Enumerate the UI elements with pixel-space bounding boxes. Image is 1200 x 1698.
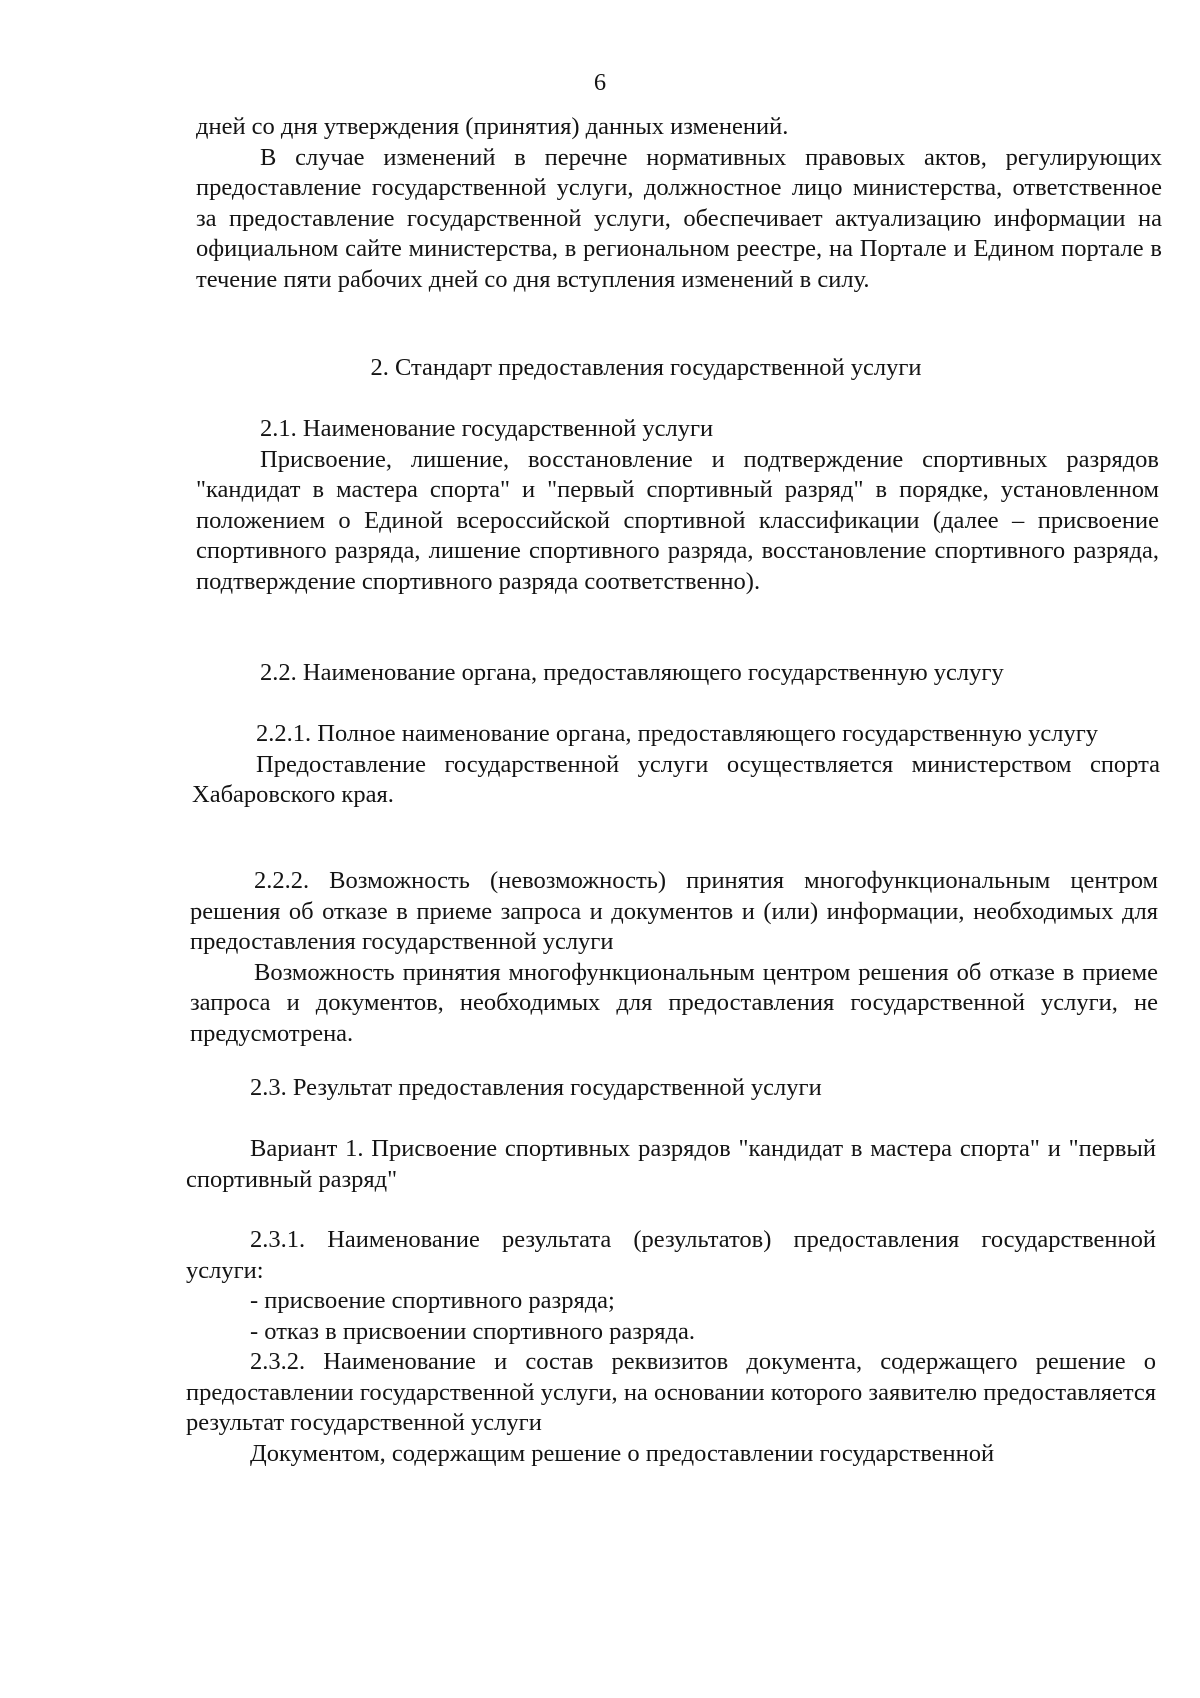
- section-2-3-1-title: 2.3.1. Наименование результата (результатов) предоставления государственной услуги:: [186, 1226, 1156, 1284]
- section-2-1-title: 2.1. Наименование государственной услуги: [260, 415, 714, 442]
- section-2-2-2-text: Возможность принятия многофункциональным центром решения об отказе в приеме запроса и документов, необходимых для предоставления государственной услуги, не предусмотрена.: [190, 958, 1158, 1047]
- section-2-3-variant: Вариант 1. Присвоение спортивных разрядов "кандидат в мастера спорта" и "первый спортивный разряд": [186, 1135, 1156, 1193]
- section-2-3-1-item-1: - присвоение спортивного разряда;: [250, 1287, 615, 1315]
- section-2-3-2-text: Документом, содержащим решение о предоставлении государственной: [250, 1439, 995, 1467]
- paragraph-changes: В случае изменений в перечне нормативных правовых актов, регулирующих предоставление государственной услуги, должностное лицо министерства, ответственное за предоставление государственной услуги, обеспечивает актуализацию информации на официальном сайте министерства, в региональном реестре, на Портале и Едином портале в течение пяти рабочих дней со дня вступления изменений в силу.: [196, 143, 1162, 293]
- section-2-title: 2. Стандарт предоставления государственной услуги: [370, 354, 922, 381]
- section-2-2-1-text: Предоставление государственной услуги осуществляется министерством спорта Хабаровского края.: [192, 750, 1160, 809]
- section-2-3-title: 2.3. Результат предоставления государственной услуги: [250, 1074, 822, 1101]
- section-2-2-title: 2.2. Наименование органа, предоставляющего государственную услугу: [260, 659, 1004, 686]
- section-2-2-1-title: 2.2.1. Полное наименование органа, предоставляющего государственную услугу: [256, 720, 1099, 747]
- section-2-1-text: Присвоение, лишение, восстановление и подтверждение спортивных разрядов "кандидат в мастера спорта" и "первый спортивный разряд" в порядке, установленном положением о Единой всероссийской спортивной классификации (далее – присвоение спортивного разряда, лишение спортивного разряда, восстановление спортивного разряда, подтверждение спортивного разряда соответственно).: [196, 445, 1159, 595]
- section-2-2-2-title: 2.2.2. Возможность (невозможность) принятия многофункциональным центром решения об отказе в приеме запроса и документов и (или) информации, необходимых для предоставления государственной услуги: [190, 867, 1158, 956]
- section-2-3-2: [186, 1347, 1156, 1469]
- intro-block: [196, 112, 1162, 296]
- continuation-paragraph: дней со дня утверждения (принятия) данных изменений.: [196, 113, 789, 140]
- page-number: 6: [593, 69, 607, 96]
- section-2-1: [196, 414, 1159, 598]
- section-2-3-2-title: 2.3.2. Наименование и состав реквизитов документа, содержащего решение о предоставлении государственной услуги, на основании которого заявителю предоставляется результат государственной услуги: [186, 1348, 1156, 1437]
- section-2-2-1: [192, 719, 1160, 811]
- section-2-2: [196, 658, 1159, 689]
- section-2-2-2: [190, 866, 1158, 1050]
- section-2-3-1-item-2: - отказ в присвоении спортивного разряда.: [250, 1317, 695, 1345]
- section-2-3-1: [186, 1225, 1156, 1347]
- section-2-3: [186, 1073, 1156, 1195]
